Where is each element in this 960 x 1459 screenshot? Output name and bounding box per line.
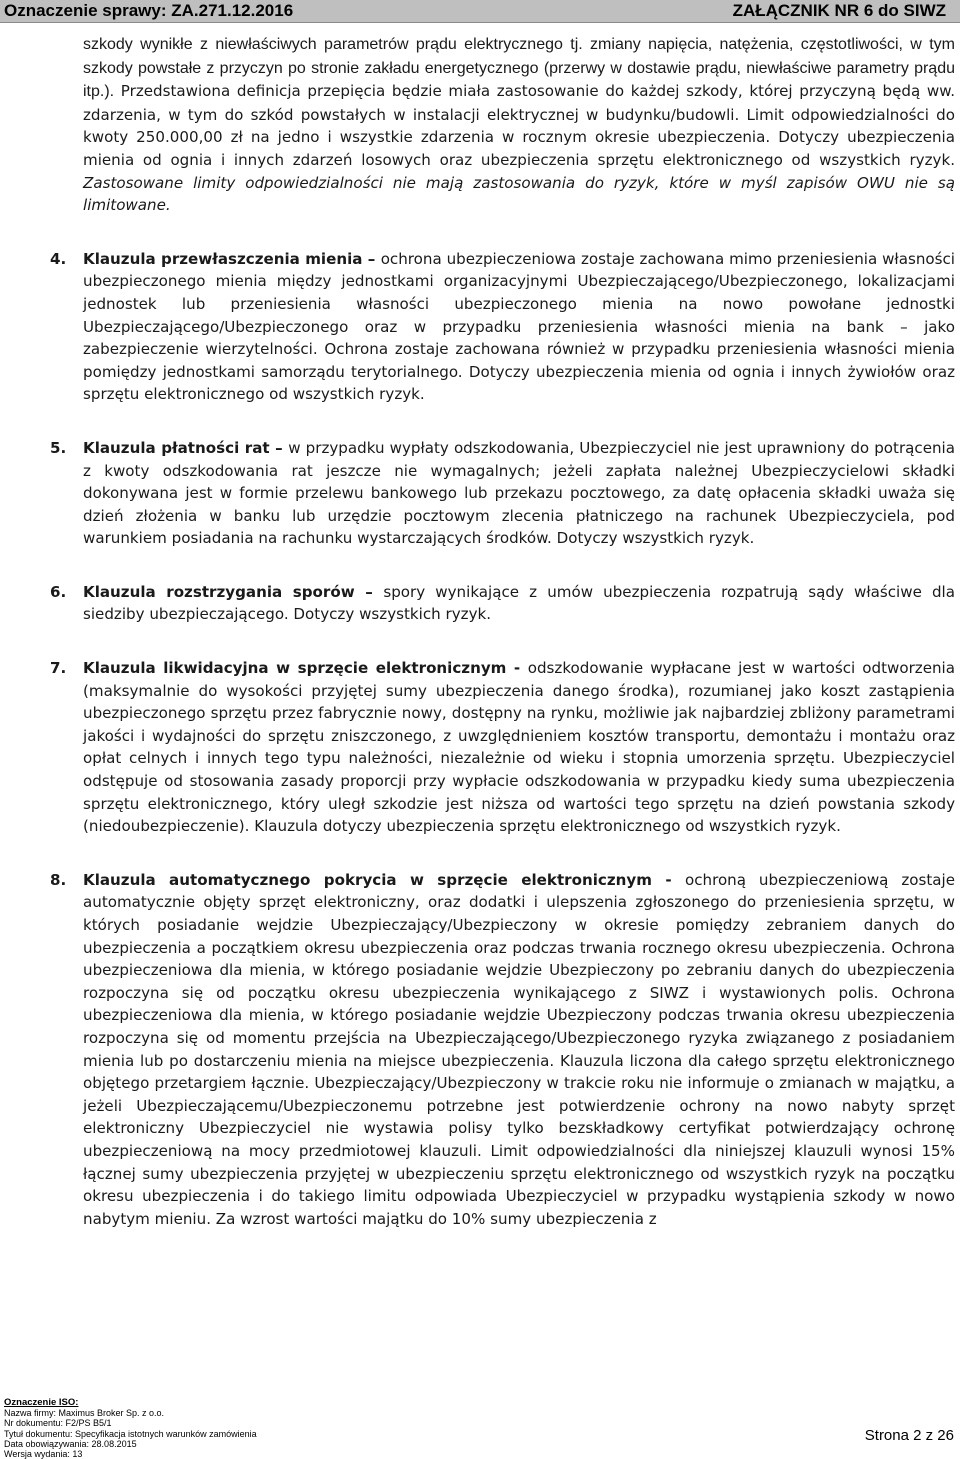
clause-number: 7. [50, 659, 67, 678]
footer-company: Nazwa firmy: Maximus Broker Sp. z o.o. [4, 1408, 165, 1419]
intro-paragraph [83, 33, 955, 217]
intro-text-arial: szkody wynikłe z niewłaściwych parametrów prądu elektrycznego tj. zmiany napięcia, natężenia, częstotliwości, w tym szkody powstałe z przyczyn po stronie zakładu energetycznego (przerwy w dostawie prądu, niewłaściwe parametry prądu itp.). [83, 36, 955, 101]
clause-title: Klauzula likwidacyjna w sprzęcie elektronicznym [83, 659, 507, 678]
case-reference: Oznaczenie sprawy: ZA.271.12.2016 [4, 1, 294, 20]
clause-number: 6. [50, 582, 67, 601]
intro-italic-text: Zastosowane limity odpowiedzialności nie mają zastosowania do ryzyk, które w myśl zapisów OWU nie są limitowane. [83, 173, 955, 215]
footer-document-title: Tytuł dokumentu: Specyfikacja istotnych warunków zamówienia [4, 1428, 257, 1439]
clause-body: w przypadku wypłaty odszkodowania, Ubezpieczyciel nie jest uprawniony do potrącenia z kwoty odszkodowania rat jeszcze nie wymagalnych; jeżeli zapłata należnej Ubezpieczycielowi składki dokonywana jest w formie przelewu bankowego lub przekazu pocztowego, za datę opłacenia składki uważa się dzień złożenia w banku lub urzędzie pocztowym zlecenia płatniczego na rachunek Ubezpieczyciela, pod warunkiem posiadania na rachunku wystarczających środków. Dotyczy wszystkich ryzyk. [83, 438, 955, 548]
attachment-title: ZAŁĄCZNIK NR 6 do SIWZ [732, 1, 946, 20]
clause-body: ochroną ubezpieczeniową zostaje automatycznie objęty sprzęt elektroniczny, oraz dodatki i ulepszenia zgłoszonego do przeniesienia sprzętu, w których posiadanie wejdzie Ubezpieczający/Ubezpieczony w okresie pomiędzy zebraniem danych do ubezpieczenia a początkiem okresu ubezpieczenia oraz podczas trwania rocznego okresu ubezpieczenia. Ochrona ubezpieczeniowa dla mienia, w którego posiadanie wejdzie Ubezpieczony po zebraniu danych do ubezpieczenia rozpoczyna się od początku okresu ubezpieczenia wynikającego z SIWZ i wystawionych polis. Ochrona ubezpieczeniowa dla mienia, w którego posiadanie wejdzie Ubezpieczony podczas trwania okresu ubezpieczenia rozpoczyna się od momentu przejścia na Ubezpieczającego/Ubezpieczonego ryzyka związanego z posiadaniem mienia lub po dostarczeniu mienia na miejsce ubezpieczenia. Klauzula liczona dla całego sprzętu elektronicznego objętego przetargiem łącznie. Ubezpieczający/Ubezpieczony w trakcie roku nie informuje o zmianach w majątku, a jeżeli Ubezpieczającemu/Ubezpieczonemu potrzebne jest potwierdzenie ochrony na nowo nabyty sprzęt elektroniczny Ubezpieczyciel nie wystawia polisy tylko bezskładkowy certyfikat potwierdzający ochronę ubezpieczeniową na mocy przedmiotowej klauzuli. Limit odpowiedzialności dla niniejszej klauzuli wynosi 15% łącznej sumy ubezpieczenia przyjętej w ubezpieczeniu sprzętu elektronicznego od wszystkich ryzyk na początku okresu ubezpieczenia i do takiego limitu odpowiada Ubezpieczyciel w przypadku wystąpienia szkody w nowo nabytym mieniu. Za wzrost wartości majątku do 10% sumy ubezpieczenia z [83, 870, 955, 1228]
footer-document-number: Nr dokumentu: F2/PS B5/1 [4, 1418, 112, 1429]
clause-title: Klauzula rozstrzygania sporów [83, 582, 355, 601]
clause-5: 5. Klauzula płatności rat – w przypadku wypłaty odszkodowania, Ubezpieczyciel nie jest uprawniony do potrącenia z kwoty odszkodowania rat jeszcze nie wymagalnych; jeżeli zapłata należnej Ubezpieczycielowi składki dokonywana jest w formie przelewu bankowego lub przekazu pocztowego, za datę opłacenia składki uważa się dzień złożenia w banku lub urzędzie pocztowym zlecenia płatniczego na rachunek Ubezpieczyciela, pod warunkiem posiadania na rachunku wystarczających środków. Dotyczy wszystkich ryzyk. [50, 438, 955, 548]
clause-number: 8. [50, 870, 67, 889]
clause-number: 4. [50, 249, 67, 268]
footer-version: Wersja wydania: 13 [4, 1449, 83, 1459]
clause-6: 6. Klauzula rozstrzygania sporów – spory wynikające z umów ubezpieczenia rozpatrują sądy właściwe dla siedziby ubezpieczającego. Dotyczy wszystkich ryzyk. [50, 582, 955, 624]
page-number: Strona 2 z 26 [864, 1427, 954, 1444]
clause-body: ochrona ubezpieczeniowa zostaje zachowana mimo przeniesienia własności ubezpieczonego mienia między jednostkami organizacyjnymi Ubezpieczającego/Ubezpieczonego, lokalizacjami jednostek lub przeniesienia własności ubezpieczonego mienia na nowo powołane jednostki Ubezpieczającego/Ubezpieczonego oraz w przypadku przeniesienia własności mienia na bank – jako zabezpieczenie wierzytelności. Ochrona zostaje zachowana również w przypadku przeniesienia własności mienia pomiędzy jednostkami samorządu terytorialnego. Dotyczy ubezpieczenia mienia od ognia i innych żywiołów oraz sprzętu elektronicznego od wszystkich ryzyk. [83, 249, 955, 404]
clause-title: Klauzula płatności rat [83, 438, 270, 457]
footer-effective-date: Data obowiązywania: 28.08.2015 [4, 1438, 137, 1449]
intro-text: Przedstawiona definicja przepięcia będzie miała zastosowanie do każdej szkody, której przyczyną będą ww. zdarzenia, w tym do szkód powstałych w instalacji elektrycznej w budynku/budowli. Limit odpowiedzialności do kwoty 250.000,00 zł na jedno i wszystkie zdarzenia w rocznym okresie ubezpieczenia. Dotyczy ubezpieczenia mienia od ognia i innych zdarzeń losowych oraz ubezpieczenia sprzętu elektronicznego od wszystkich ryzyk. [83, 82, 955, 169]
iso-footer [4, 1398, 257, 1459]
clause-number: 5. [50, 438, 67, 457]
iso-label: Oznaczenie ISO: [4, 1397, 79, 1408]
clause-body: spory wynikające z umów ubezpieczenia rozpatrują sądy właściwe dla siedziby ubezpieczającego. Dotyczy wszystkich ryzyk. [83, 582, 955, 624]
clause-title: Klauzula przewłaszczenia mienia [83, 249, 363, 268]
clause-7: 7. Klauzula likwidacyjna w sprzęcie elektronicznym - odszkodowanie wypłacane jest w wartości odtworzenia (maksymalnie do wysokości przyjętej sumy ubezpieczenia danego środka), rozumianej jako koszt zastąpienia ubezpieczonego sprzętu przez fabrycznie nowy, dostępny na rynku, możliwie jak najbardziej zbliżony parametrami jakości i wydajności do sprzętu zniszczonego, z uwzględnieniem kosztów transportu, demontażu i montażu oraz opłat celnych i innych tego typu należności, niezależnie od wieku i stopnia umorzenia sprzętu. Ubezpieczyciel odstępuje od stosowania zasady proporcji przy wypłacie odszkodowania w przypadku kiedy suma ubezpieczenia sprzętu elektronicznego, który uległ szkodzie jest niższa od wartości tego sprzętu na dzień powstania szkody (niedoubezpieczenie). Klauzula dotyczy ubezpieczenia sprzętu elektronicznego od wszystkich ryzyk. [50, 659, 955, 836]
clause-8: 8. Klauzula automatycznego pokrycia w sprzęcie elektronicznym - ochroną ubezpieczeniową zostaje automatycznie objęty sprzęt elektroniczny, oraz dodatki i ulepszenia zgłoszonego do przeniesienia sprzętu, w których posiadanie wejdzie Ubezpieczający/Ubezpieczony w okresie pomiędzy zebraniem danych do ubezpieczenia a początkiem okresu ubezpieczenia oraz podczas trwania rocznego okresu ubezpieczenia. Ochrona ubezpieczeniowa dla mienia, w którego posiadanie wejdzie Ubezpieczony po zebraniu danych do ubezpieczenia rozpoczyna się od początku okresu ubezpieczenia wynikającego z SIWZ i wystawionych polis. Ochrona ubezpieczeniowa dla mienia, w którego posiadanie wejdzie Ubezpieczony podczas trwania okresu ubezpieczenia rozpoczyna się od momentu przejścia na Ubezpieczającego/Ubezpieczonego ryzyka związanego z posiadaniem mienia lub po dostarczeniu mienia na miejsce ubezpieczenia. Klauzula liczona dla całego sprzętu elektronicznego objętego przetargiem łącznie. Ubezpieczający/Ubezpieczony w trakcie roku nie informuje o zmianach w majątku, a jeżeli Ubezpieczającemu/Ubezpieczonemu potrzebne jest potwierdzenie ochrony na nowo nabyty sprzęt elektroniczny Ubezpieczyciel nie wystawia polisy tylko bezskładkowy certyfikat potwierdzający ochronę ubezpieczeniową na mocy przedmiotowej klauzuli. Limit odpowiedzialności dla niniejszej klauzuli wynosi 15% łącznej sumy ubezpieczenia przyjętej w ubezpieczeniu sprzętu elektronicznego od wszystkich ryzyk na początku okresu ubezpieczenia i do takiego limitu odpowiada Ubezpieczyciel w przypadku wystąpienia szkody w nowo nabytym mieniu. Za wzrost wartości majątku do 10% sumy ubezpieczenia z [50, 870, 955, 1228]
page-header [0, 0, 960, 23]
document-body [50, 33, 955, 1230]
clause-4: 4. Klauzula przewłaszczenia mienia – ochrona ubezpieczeniowa zostaje zachowana mimo przeniesienia własności ubezpieczonego mienia między jednostkami organizacyjnymi Ubezpieczającego/Ubezpieczonego, lokalizacjami jednostek lub przeniesienia własności ubezpieczonego mienia na nowo powołane jednostki Ubezpieczającego/Ubezpieczonego oraz w przypadku przeniesienia własności mienia na bank – jako zabezpieczenie wierzytelności. Ochrona zostaje zachowana również w przypadku przeniesienia własności mienia pomiędzy jednostkami samorządu terytorialnego. Dotyczy ubezpieczenia mienia od ognia i innych żywiołów oraz sprzętu elektronicznego od wszystkich ryzyk. [50, 249, 955, 404]
clause-title: Klauzula automatycznego pokrycia w sprzęcie elektronicznym [83, 870, 652, 889]
clause-body: odszkodowanie wypłacane jest w wartości odtworzenia (maksymalnie do wysokości przyjętej sumy ubezpieczenia danego środka), rozumianej jako koszt zastąpienia ubezpieczonego sprzętu przez fabrycznie nowy, dostępny na rynku, możliwie jak najbardziej zbliżony parametrami jakości i wydajności do sprzętu zniszczonego, z uwzględnieniem kosztów transportu, demontażu i montażu oraz opłat celnych i innych tego typu należności, niezależnie od wieku i stopnia umorzenia sprzętu. Ubezpieczyciel odstępuje od stosowania zasady proporcji przy wypłacie odszkodowania w przypadku kiedy suma ubezpieczenia sprzętu elektronicznego, który uległ szkodzie jest niższa od wartości tego sprzętu na dzień powstania szkody (niedoubezpieczenie). Klauzula dotyczy ubezpieczenia sprzętu elektronicznego od wszystkich ryzyk. [83, 659, 955, 836]
